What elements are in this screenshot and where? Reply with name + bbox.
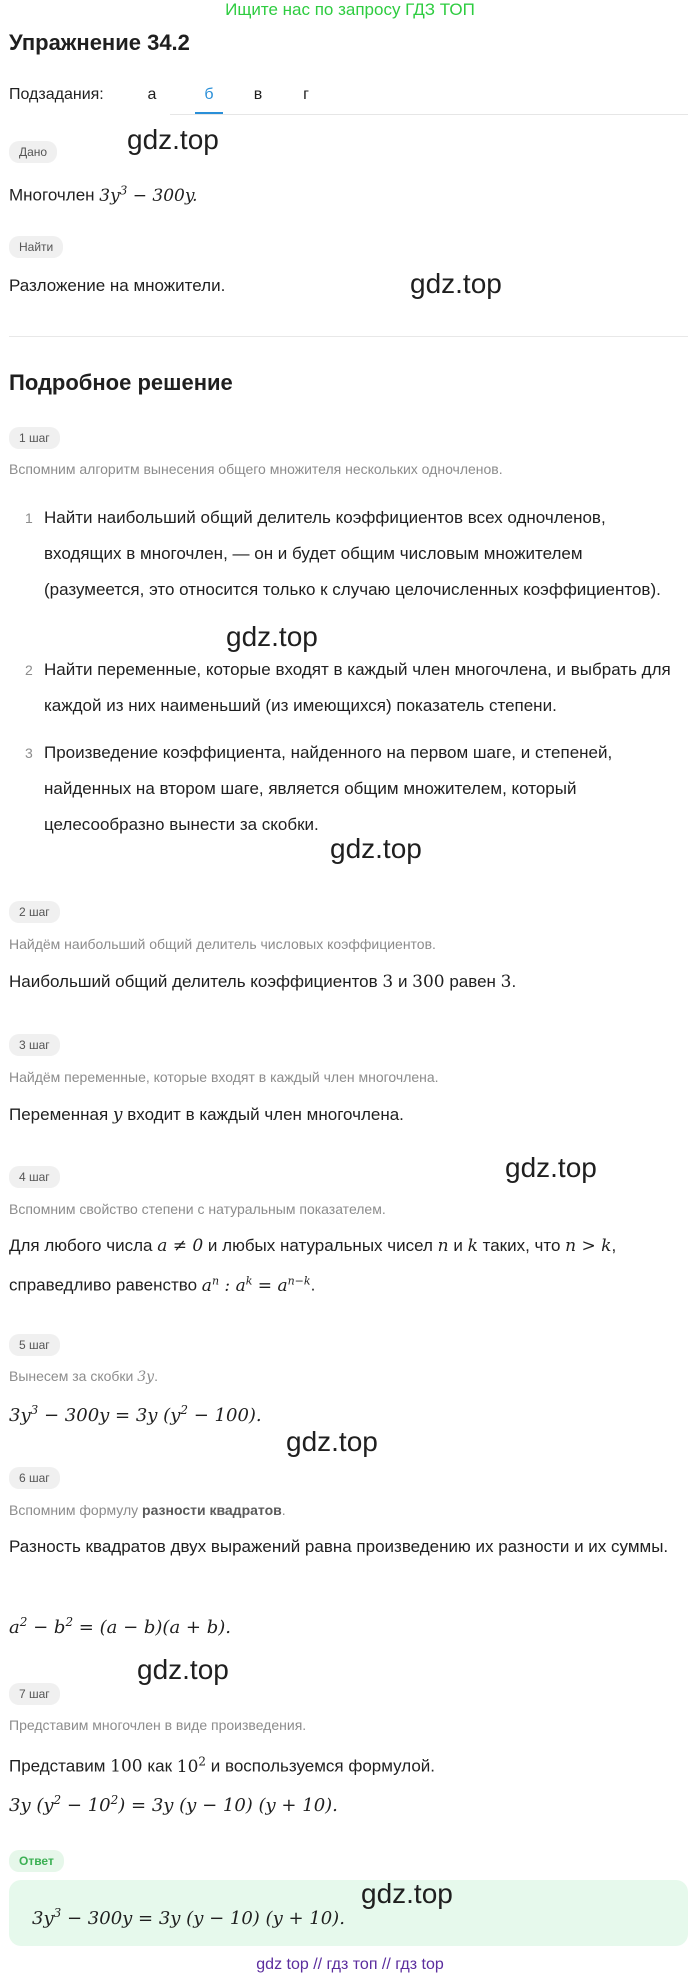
watermark: gdz.top	[137, 1654, 229, 1685]
list-item-number: 1	[25, 510, 33, 526]
watermark: gdz.top	[127, 124, 219, 155]
given-text: Многочлен $3y^3 - 300y$.	[9, 183, 198, 206]
active-tab-indicator	[195, 112, 223, 114]
step-6-formula: $a^2 - b^2 = (a - b)(a + b)$.	[9, 1615, 231, 1638]
step-6-hint: Вспомним формулу разности квадратов.	[9, 1502, 286, 1518]
step-7-formula: 3y $(y^2 - 10^2) = 3y$ (y − 10) (y + 10).	[9, 1793, 338, 1816]
answer-pill: Ответ	[9, 1850, 64, 1872]
step-2-hint: Найдём наибольший общий делитель числовых коэффициентов.	[9, 936, 436, 952]
subtasks-label: Подзадания:	[9, 86, 104, 103]
step-4-pill: 4 шаг	[9, 1166, 60, 1188]
step-5-formula: $3y^3 - 300y = 3y$ $(y^2 - 100)$.	[9, 1403, 262, 1426]
list-item: Найти переменные, которые входят в каждый член многочлена, и выбрать для каждой из них наименьший (из имеющихся) показатель степени.	[44, 660, 671, 715]
step-3-text: Переменная y входит в каждый член многочлена.	[9, 1105, 404, 1125]
list-item-number: 2	[25, 662, 33, 678]
watermark: gdz.top	[361, 1878, 453, 1909]
step-1-hint: Вспомним алгоритм вынесения общего множителя нескольких одночленов.	[9, 461, 503, 477]
given-pill: Дано	[9, 141, 57, 163]
step-3-hint: Найдём переменные, которые входят в каждый член многочлена.	[9, 1069, 439, 1085]
step-3-pill: 3 шаг	[9, 1034, 60, 1056]
watermark: gdz.top	[505, 1152, 597, 1183]
step-4-hint: Вспомним свойство степени с натуральным показателем.	[9, 1201, 386, 1217]
find-pill: Найти	[9, 236, 63, 258]
step-1-pill: 1 шаг	[9, 427, 60, 449]
search-promo-link[interactable]: Ищите нас по запросу ГДЗ ТОП	[225, 0, 475, 19]
step-2-text: Наибольший общий делитель коэффициентов 3 и 300 равен 3.	[9, 972, 517, 992]
watermark: gdz.top	[410, 268, 502, 299]
list-item: Произведение коэффициента, найденного на первом шаге, и степеней, найденных на втором шаге, является общим множителем, который целесообразно вынести за скобки.	[44, 743, 613, 834]
tab-b[interactable]: б	[204, 86, 214, 103]
step-7-pill: 7 шаг	[9, 1683, 60, 1705]
step-2-pill: 2 шаг	[9, 901, 60, 923]
page-title: Упражнение 34.2	[9, 30, 190, 55]
footer-links[interactable]: gdz top // гдз топ // гдз top	[256, 1956, 444, 1973]
list-item-number: 3	[25, 745, 33, 761]
watermark: gdz.top	[330, 833, 422, 864]
step-5-pill: 5 шаг	[9, 1334, 60, 1356]
watermark: gdz.top	[226, 621, 318, 652]
step-7-hint: Представим многочлен в виде произведения.	[9, 1717, 307, 1733]
step-6-pill: 6 шаг	[9, 1467, 60, 1489]
tabs-divider	[170, 114, 688, 115]
tab-v[interactable]: в	[253, 86, 263, 103]
step-4-line-1: Для любого числа a ≠ 0 и любых натуральных чисел n и k таких, что n > k,	[9, 1236, 617, 1256]
step-5-hint: Вынесем за скобки 3y.	[9, 1368, 158, 1385]
solution-title: Подробное решение	[9, 370, 233, 395]
find-text: Разложение на множители.	[9, 276, 226, 295]
tab-a[interactable]: а	[147, 86, 157, 103]
tab-g[interactable]: г	[303, 86, 309, 103]
section-divider	[9, 336, 688, 337]
step-7-text: Представим 100 как $10^2$ и воспользуемся формулой.	[9, 1754, 436, 1777]
list-item: Найти наибольший общий делитель коэффициентов всех одночленов, входящих в многочлен, — он и будет общим числовым множителем (разумеется, это относится только к случаю целочисленных коэффициентов).	[44, 508, 661, 599]
answer-formula: $3y^3 - 300y = 3y$ (y − 10) (y + 10).	[32, 1906, 345, 1929]
step-6-text: Разность квадратов двух выражений равна произведению их разности и их суммы.	[9, 1537, 669, 1556]
step-4-line-2: справедливо равенство $a^n$ : $a^k = a^{n-k}$.	[9, 1274, 316, 1296]
watermark: gdz.top	[286, 1426, 378, 1457]
